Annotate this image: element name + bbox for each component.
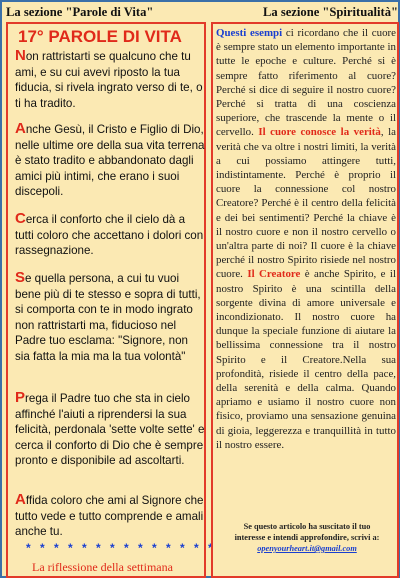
contact-line-1: Se questo articolo ha suscitato il tuo bbox=[243, 522, 371, 531]
header bbox=[6, 5, 398, 20]
highlight-creatore: Il Creatore bbox=[247, 268, 301, 281]
drop-cap: A bbox=[15, 491, 26, 508]
paragraph-5 bbox=[15, 390, 205, 469]
paragraph-1 bbox=[15, 48, 205, 111]
body-text-1: ci ricordano che il cuore è sempre stato un elemento importante in tutte le epoche e culture. Perché si è sempre fatto riferimento al cuore? Perché si dice di seguire il nostro cuore? Perché si tratta di una coscienza superiore, che trascende la mente o il cervello. bbox=[216, 27, 396, 139]
body-text-3: è anche Spirito, e il nostro Spirito è una scintilla della sorgente divina di amore universale e incondizionato. Il nostro cuore ha dunque la speciale funzione di aiutare la bellissima connessione tra il nostro Spirito e il Creatore.Nella sua profondità, risiede il centro della pace, della serenità e della calma. Quando apriamo e usiamo il nostro cuore non fisico, proviamo una sensazione genuina di gioia, leggerezza e tranquillità in tutto il nostro essere. bbox=[216, 268, 396, 451]
spiritualita-column bbox=[211, 22, 399, 578]
highlight-questi-esempi: Questi esempi bbox=[216, 27, 283, 39]
drop-cap: A bbox=[15, 120, 26, 137]
right-section-title: La sezione "Spiritualità" bbox=[262, 5, 398, 19]
highlight-cuore-verita: Il cuore conosce la verità bbox=[258, 126, 381, 139]
paragraph-text: e quella persona, a cui tu vuoi bene più di te stesso e sopra di tutti, si comporta con te in modo ingrato non rattristarti ma, fiducioso nel Padre tuo esclama: "Signore, non sia fatta la mia ma la tua volontà" bbox=[15, 272, 201, 363]
drop-cap: N bbox=[15, 47, 26, 64]
article-body bbox=[216, 26, 396, 452]
paragraph-text: nche Gesù, il Cristo e Figlio di Dio, nelle ultime ore della sua vita terrena è stato tradito e abbandonato dagli amici più intimi, che erano i suoi discepoli. bbox=[15, 123, 205, 198]
paragraph-text: ffida coloro che ami al Signore che tutto vede e tutto comprende e amali anche tu. bbox=[15, 494, 204, 538]
paragraph-text: erca il conforto che il cielo dà a tutti coloro che accettano i dolori con rassegnazione. bbox=[15, 213, 204, 257]
column-title: 17° PAROLE DI VITA bbox=[18, 27, 182, 46]
parole-di-vita-column bbox=[6, 22, 216, 578]
drop-cap: C bbox=[15, 210, 26, 227]
paragraph-text: on rattristarti se qualcuno che tu ami, e su cui avevi riposto la tua fiducia, si rivela ingrato verso di te, o ti ha tradito. bbox=[15, 50, 203, 110]
star-separator: * * * * * * * * * * * * * * bbox=[26, 541, 216, 555]
paragraph-4 bbox=[15, 270, 205, 364]
weekly-reflection-label: La riflessione della settimana bbox=[32, 560, 173, 574]
drop-cap: P bbox=[15, 389, 26, 406]
paragraph-2 bbox=[15, 121, 205, 200]
contact-note bbox=[219, 521, 395, 554]
contact-line-2: interesse e intendi approfondire, scrivi a: bbox=[234, 533, 380, 542]
drop-cap: S bbox=[15, 269, 26, 286]
paragraph-3 bbox=[15, 211, 205, 259]
body-text-2: , la verità che va oltre i nostri limiti, la verità a cui possiamo attingere tutti, indistintamente. Perché è proprio il cuore la connessione col nostro Creatore? Perché è il centro della felicità e dei bei sentimenti? Perché la chiave è il nostro cuore e non il nostro cervello o un'altra parte di noi? Il cuore è la chiave perché il nostro Spirito risiede nel nostro cuore. bbox=[216, 126, 397, 281]
paragraph-text: rega il Padre tuo che sta in cielo affinché l'aiuti a riprendersi la sua felicità, perdonala 'sette volte sette' e cerca il conforto di Dio che è sempre pronto e disponibile ad ascoltarti. bbox=[15, 392, 205, 467]
left-section-title: La sezione "Parole di Vita" bbox=[6, 5, 154, 19]
paragraph-6 bbox=[15, 492, 205, 540]
email-link[interactable]: openyourheart.it@gmail.com bbox=[257, 544, 357, 553]
